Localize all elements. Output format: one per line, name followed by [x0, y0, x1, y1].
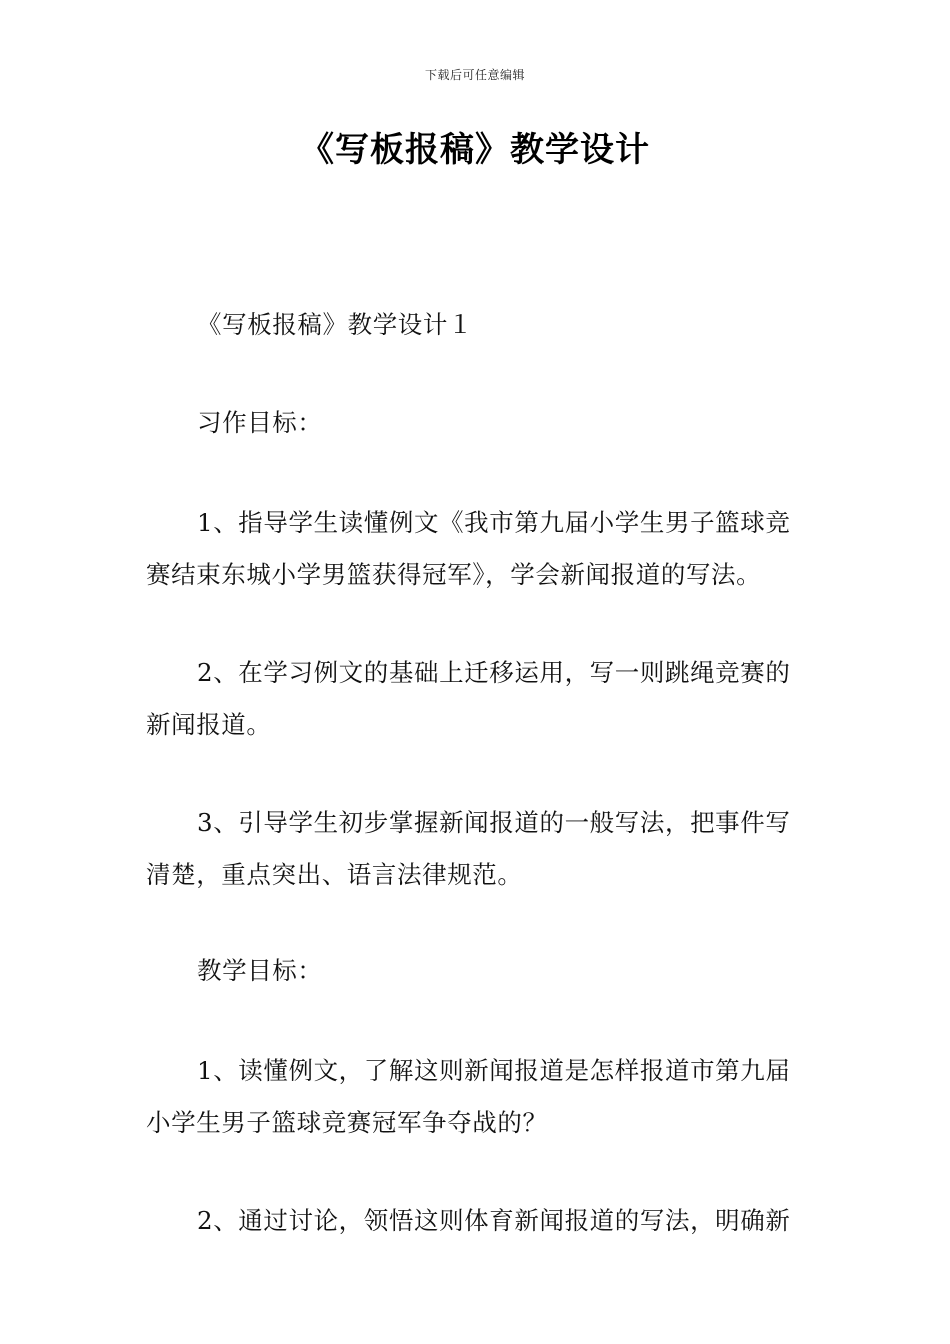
writing-goal-item: 3、引导学生初步掌握新闻报道的一般写法，把事件写清楚，重点突出、语言法律规范。: [146, 807, 791, 889]
teaching-goal-item: 1、读懂例文，了解这则新闻报道是怎样报道市第九届小学生男子篮球竞赛冠军争夺战的？: [146, 1055, 791, 1137]
header-note: 下载后可任意编辑: [424, 68, 525, 82]
writing-goals-heading: 习作目标：: [197, 407, 323, 437]
writing-goal-item: 1、指导学生读懂例文《我市第九届小学生男子篮球竞赛结束东城小学男篮获得冠军》，学会新闻报道的写法。: [146, 507, 791, 589]
teaching-goals-heading: 教学目标：: [197, 955, 323, 985]
document-title: 《写板报稿》教学设计: [300, 130, 650, 170]
teaching-goal-item: 2、通过讨论，领悟这则体育新闻报道的写法，明确新: [197, 1205, 791, 1235]
writing-goal-item: 2、在学习例文的基础上迁移运用，写一则跳绳竞赛的新闻报道。: [146, 657, 791, 739]
section-subtitle: 《写板报稿》教学设计１: [197, 309, 474, 339]
